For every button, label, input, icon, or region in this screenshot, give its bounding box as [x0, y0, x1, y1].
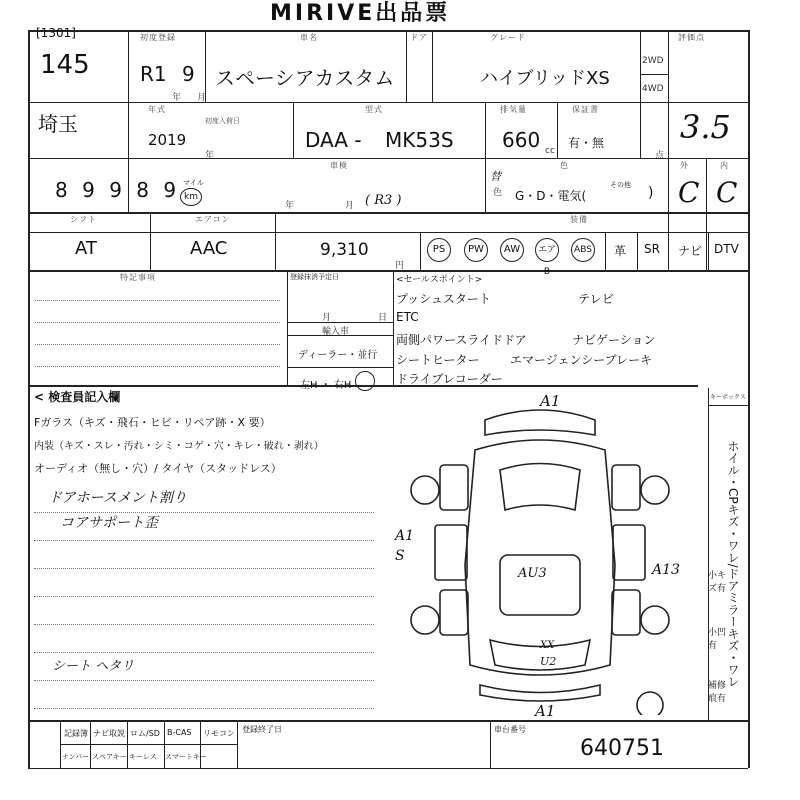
reg-cancel-label: 登録抹消予定日 — [290, 273, 339, 281]
equip-label: 装備 — [570, 215, 588, 224]
shift-label: シフト — [70, 215, 97, 224]
grade-label: グレード — [490, 33, 526, 42]
score-unit: 点 — [655, 151, 665, 161]
sales-point: シートヒーター — [396, 353, 480, 367]
sales-point: 両側パワースライドドア — [396, 333, 527, 347]
mileage-digit: 9 — [82, 178, 99, 202]
imported-label: 輸入車 — [322, 327, 350, 337]
year-label: 年式 — [148, 105, 166, 114]
model-year: 2019 — [148, 131, 187, 149]
era-unit: 年 — [172, 93, 182, 103]
damage-mark-left-s: S — [395, 548, 405, 564]
model-code: MK53S — [385, 128, 454, 152]
plate: ナンバー — [62, 753, 90, 761]
equip-ps: PS — [427, 238, 451, 262]
mileage-digit: 8 — [55, 178, 72, 202]
equip-airbag: エアB — [535, 238, 559, 262]
legend-sub: 小凹有 — [708, 628, 727, 651]
color-header: 色 — [560, 161, 569, 170]
shaken-year: 年 — [285, 201, 295, 211]
displacement: 660 — [502, 128, 541, 152]
drive-4wd: 4WD — [642, 84, 664, 94]
handle-options: 左H ・ 右H — [300, 380, 352, 391]
aircon: AAC — [190, 238, 228, 259]
mileage-digits — [55, 178, 180, 202]
reg-cancel-month: 月 — [322, 313, 332, 323]
damage-mark-roof: AU3 — [518, 566, 547, 581]
remote: リモコン — [203, 729, 235, 738]
lot-code: [1301] — [36, 26, 76, 40]
color-options: G・D・電気( — [515, 189, 587, 203]
grade: ハイブリッドXS — [480, 68, 610, 89]
prefecture: 埼玉 — [38, 112, 78, 136]
equip-abs: ABS — [571, 238, 595, 262]
frame-no: 640751 — [580, 736, 664, 761]
sales-point: テレビ — [578, 292, 614, 306]
sales-point: ナビゲーション — [572, 333, 656, 347]
inspector-note: シート ヘタリ — [52, 659, 135, 674]
inspector-line-audio: オーディオ（無し・穴）/ タイヤ（スタッドレス） — [34, 462, 282, 475]
equip-pw: PW — [464, 238, 488, 262]
frame-no-label: 車台番号 — [494, 725, 526, 734]
month-unit: 月 — [197, 93, 207, 103]
keyless: キーレス — [129, 753, 157, 761]
damage-mark-rear-xx: XX — [540, 640, 555, 651]
reg-cancel-day: 日 — [378, 313, 388, 323]
inspector-note: ドアホースメント割り — [48, 490, 187, 506]
lot-number: 145 — [40, 50, 90, 80]
damage-mark-left: A1 — [395, 528, 415, 544]
color-close: ) — [648, 185, 654, 201]
shaken-label: 車検 — [330, 161, 348, 170]
color-label: 色 — [493, 188, 503, 198]
mileage-unit-km: km — [180, 188, 202, 206]
equip-sunroof: SR — [644, 242, 660, 256]
inspector-line-glass: Fガラス（キズ・飛石・ヒビ・リペア跡・X 要） — [34, 416, 271, 429]
navi-manual: ナビ取説 — [93, 729, 125, 738]
car-name-label: 車名 — [300, 33, 318, 42]
equip-aw: AW — [500, 238, 524, 262]
mileage-digit: 9 — [109, 178, 126, 202]
shaken-month: 月 — [345, 201, 355, 211]
mileage-unit-mile: マイル — [183, 179, 204, 187]
inspector-note: コアサポート歪 — [60, 515, 158, 531]
special-notes-label: 特記事項 — [120, 273, 156, 282]
import-options: ディーラー・並行 — [298, 350, 378, 361]
year-unit: 年 — [205, 151, 215, 161]
color-value: 替 — [490, 170, 501, 183]
first-reg-label: 初度登録 — [140, 33, 176, 42]
damage-mark-rear-u2: U2 — [540, 655, 557, 668]
era: R1 — [140, 62, 167, 86]
sales-point: ドライブレコーダー — [396, 372, 503, 386]
warranty-label: 保証書 — [572, 105, 599, 114]
equip-dtv: DTV — [714, 242, 739, 256]
reg-end-label: 登録終了日 — [242, 725, 282, 734]
mileage-digit: 8 — [136, 178, 154, 202]
transmission: AT — [75, 238, 97, 259]
sales-point: エマージェンシーブレーキ — [510, 353, 653, 367]
sales-points-label: <セールスポイント> — [396, 275, 483, 285]
legend-sub: 小キズ有 — [708, 571, 727, 594]
form-title: MIRIVE出品票 — [270, 1, 451, 26]
exterior-label: 外 — [680, 161, 689, 170]
record-book: 記録簿 — [64, 729, 88, 738]
key-box-label: キーボックス — [710, 394, 746, 401]
mileage-digit: 9 — [163, 178, 181, 202]
ac-label: エアコン — [195, 215, 231, 224]
rom-sd: ロム/SD — [130, 729, 160, 738]
equip-navi: ナビ — [678, 244, 703, 258]
spare-key: スペアキー — [92, 753, 127, 761]
warranty: 有・無 — [568, 136, 605, 150]
shaken-note: ( R3 ) — [365, 193, 402, 208]
first-reg-note: 初度入荷日 — [205, 117, 240, 125]
price: 9,310 — [320, 240, 369, 260]
cc-unit: cc — [545, 146, 555, 156]
eval-label: 評価点 — [678, 33, 705, 42]
bcas: B-CAS — [167, 728, 192, 737]
reg-month: 9 — [182, 62, 195, 86]
interior-grade: C — [716, 176, 738, 209]
damage-mark-right: A13 — [652, 562, 680, 578]
sales-point: ETC — [396, 310, 419, 324]
damage-mark-front: A1 — [540, 392, 561, 410]
sales-point: プッシュスタート — [396, 292, 491, 306]
inspector-line-interior: 内装（キズ・スレ・汚れ・シミ・コゲ・穴・キレ・破れ・剥れ） — [34, 441, 324, 452]
eval-score: 3.5 — [680, 108, 731, 146]
displacement-label: 排気量 — [500, 105, 527, 114]
model-prefix: DAA - — [305, 128, 362, 152]
color-other: その他 — [610, 181, 631, 189]
doors-label: ドア — [410, 33, 428, 42]
legend-sub: 補修痕有 — [708, 681, 727, 704]
damage-mark-rear: A1 — [535, 702, 556, 720]
damage-legend: ホイル・CPキズ・ワレ/ドアミラーキズ・ワレ — [726, 440, 740, 688]
price-unit: 円 — [395, 261, 405, 271]
model-label: 型式 — [365, 105, 383, 114]
inspector-label: < 検査員記入欄 — [34, 390, 121, 404]
equip-leather: 革 — [614, 244, 627, 258]
interior-label: 内 — [720, 161, 729, 170]
drive-2wd: 2WD — [642, 56, 664, 66]
car-name: スペーシアカスタム — [215, 66, 395, 90]
smart-key: スマートキー — [165, 753, 207, 761]
exterior-grade: C — [678, 176, 700, 209]
